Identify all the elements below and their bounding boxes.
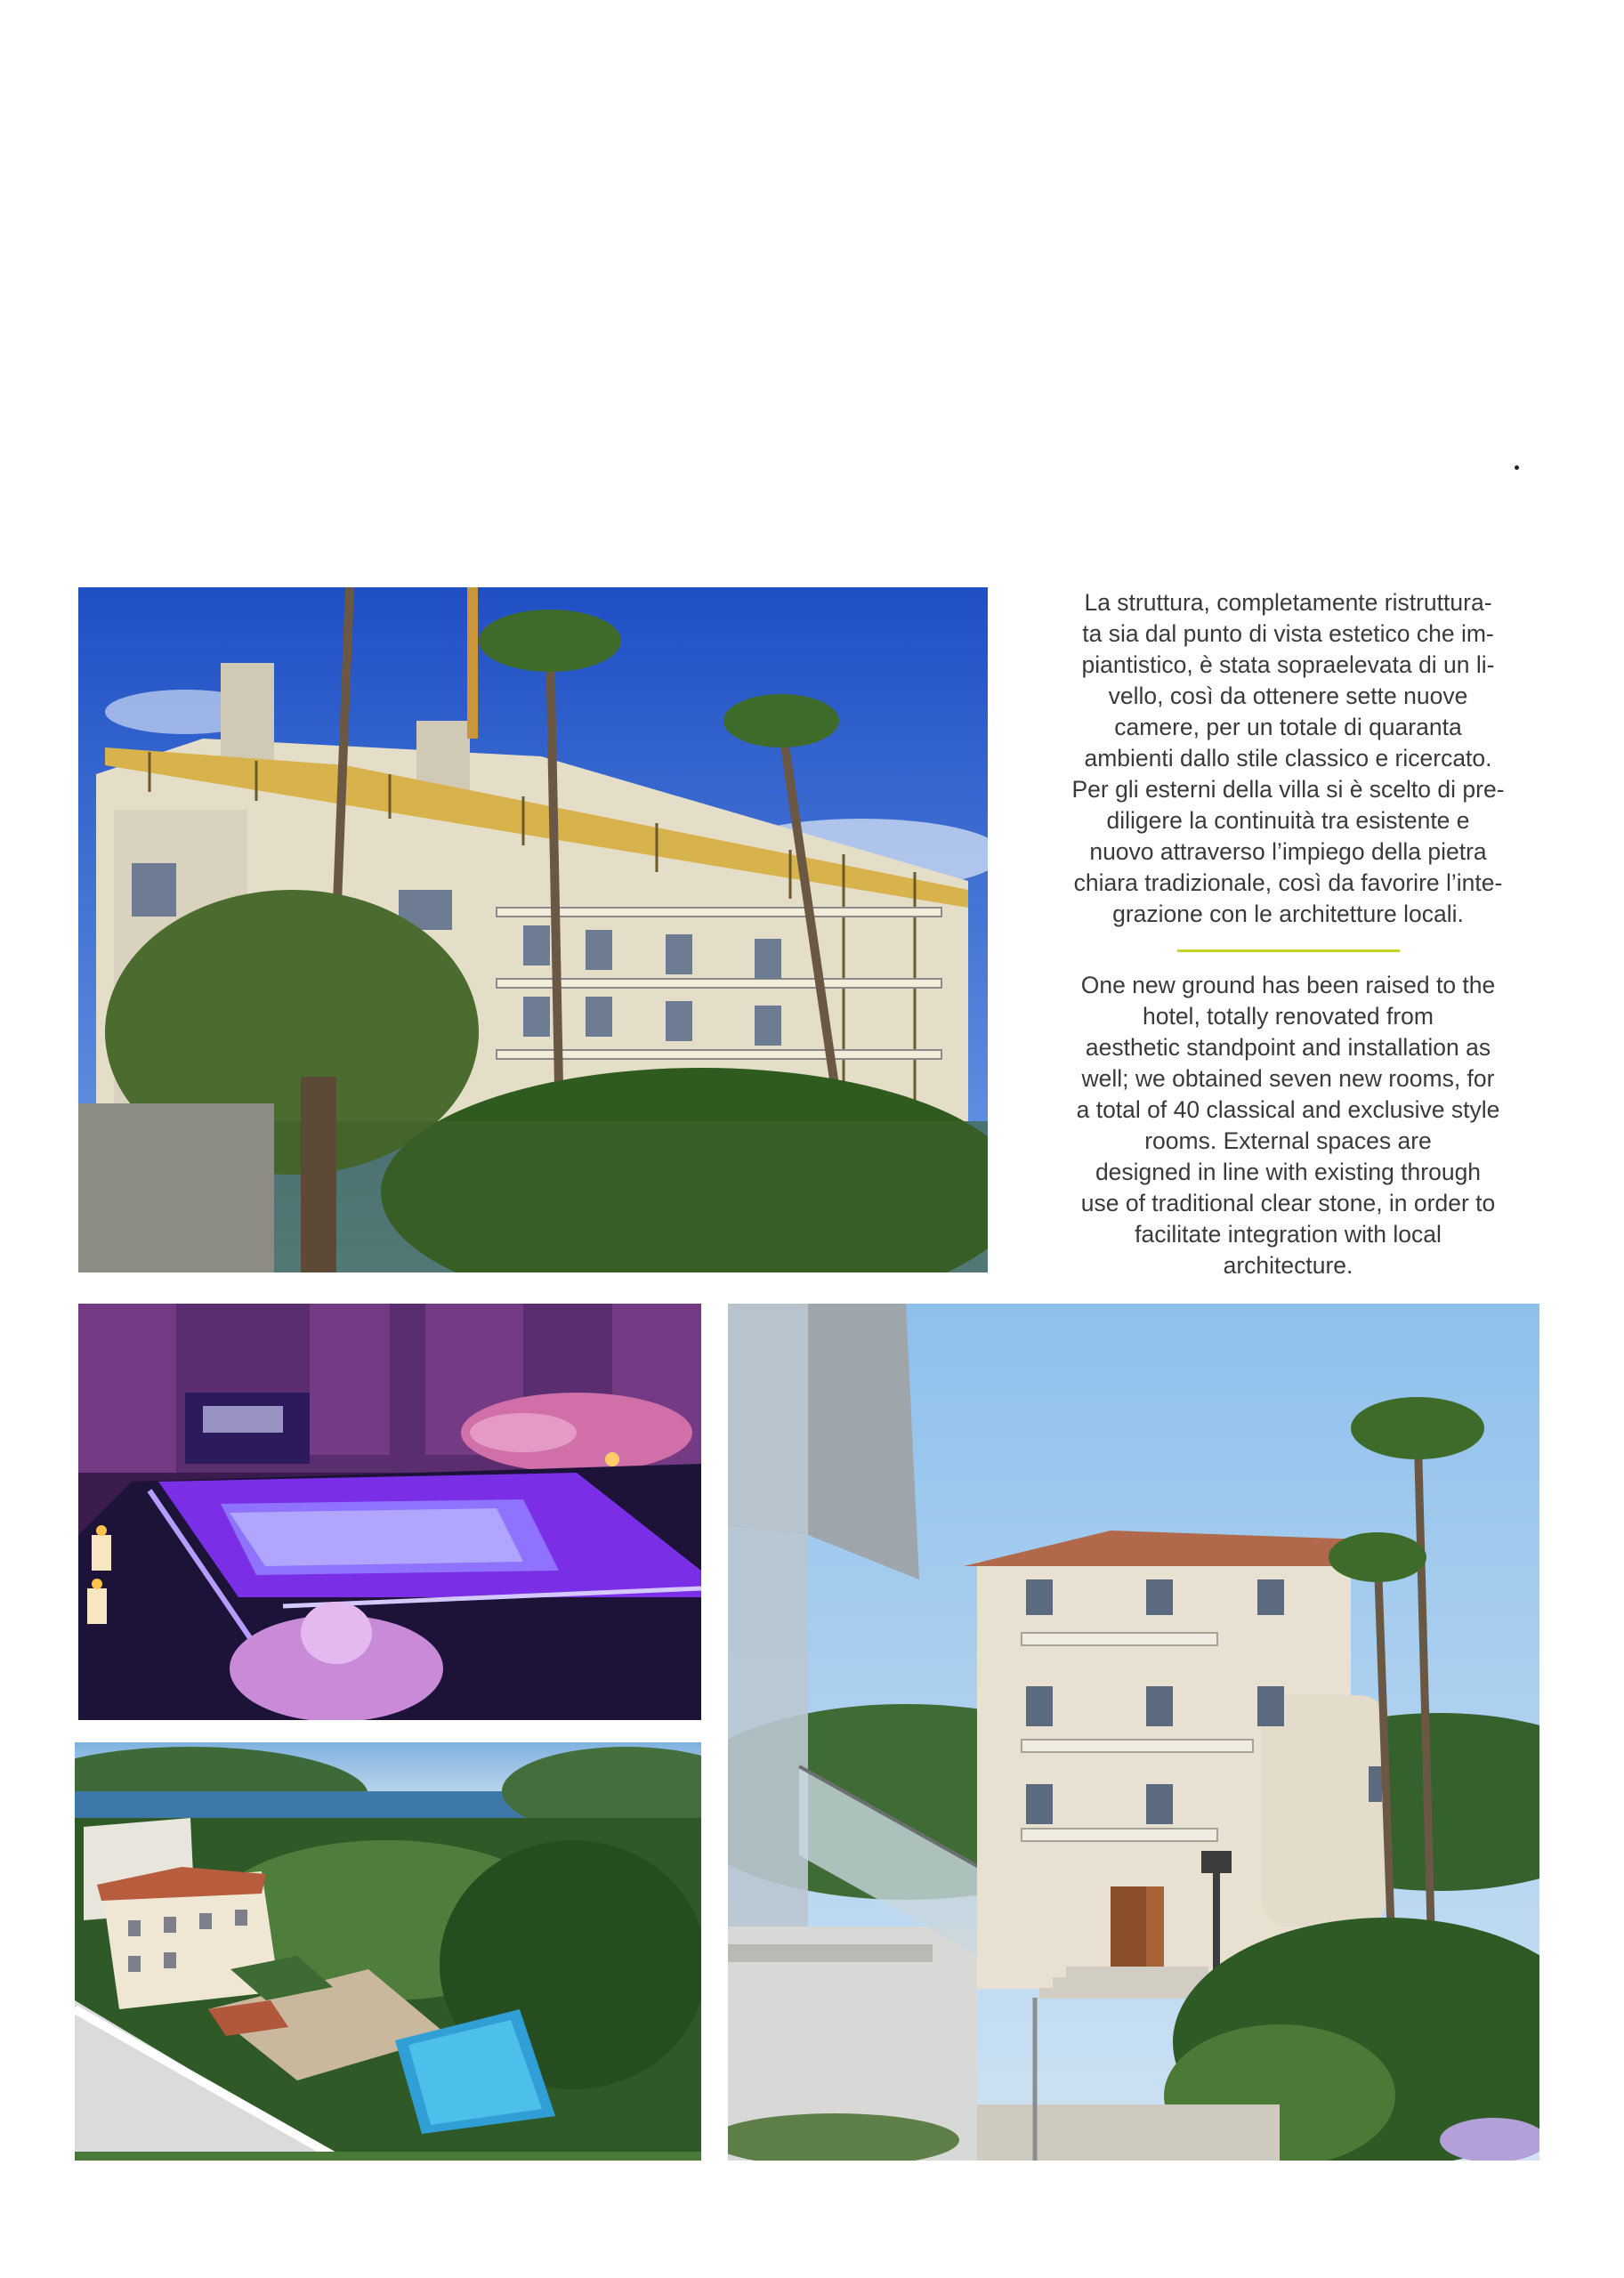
english-paragraph: One new ground has been raised to the hotel, totally renovated from aesthetic standpoint and installation as well; we obtained seven new rooms, for a total of 40 classical and exclusive style rooms. External spaces are designed in line with existing through use of traditional clear stone, in order to facilitate integration with local architecture. bbox=[1076, 972, 1500, 1279]
construction-photo bbox=[78, 587, 988, 1272]
page-marker-dot bbox=[1515, 465, 1519, 470]
spa-photo bbox=[78, 1304, 701, 1720]
italian-paragraph: La struttura, completamente ristruttura- ta sia dal punto di vista estetico che im- piantistico, è stata sopraelevata di un li- vello, così da ottenere sette nuove camere, per un totale di quaranta ambienti dallo stile classico e ricercato. Per gli esterni della villa si è scelto di pre- diligere la continuità tra esistente e nuovo attraverso l’impiego della pietra chiara tradizionale, così da favorire l’inte- grazione con le architetture locali. bbox=[1071, 589, 1505, 927]
entrance-photo bbox=[728, 1304, 1539, 2161]
article-text-column bbox=[1032, 587, 1544, 1281]
accent-separator-line bbox=[1177, 949, 1400, 952]
garden-photo bbox=[75, 1742, 701, 2161]
